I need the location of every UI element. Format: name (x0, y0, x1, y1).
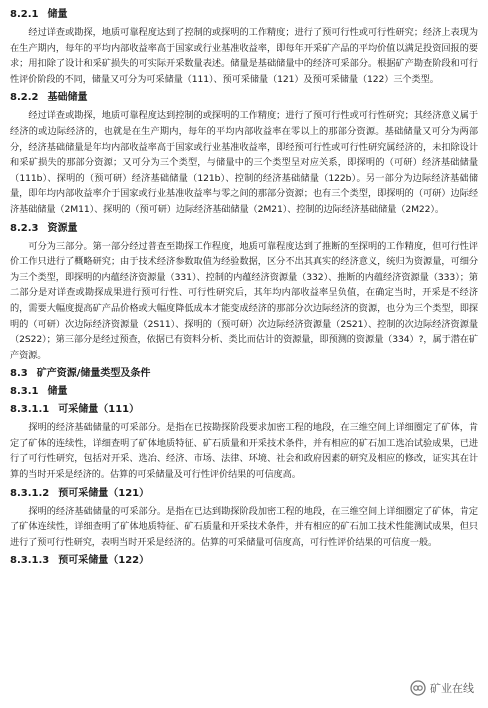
section-heading-8-3: 8.3 矿产资源/储量类型及条件 (10, 368, 151, 380)
paragraph-basic-reserves: 经过详查或勘探，地质可靠程度达到控制的或探明的工作精度；进行了预可行性或可行性研究；其经济意义属于经济的或边际经济的，也就是在生产期内，每年的平均内部收益率在零以上的那部分资源。基础储量又可分为两部分，经济基础储量是年均内部收益率高于国家或行业基准收益率，即经预可行性或可行性研究属经济的，未扣除设计和采矿损失的那部分资源；又可分为三个类型，与储量中的三个类型呈对应关系，即探明的（可研）经济基础储量（111b）、探明的（预可研）经济基础储量（121b）、控制的经济基础储量（122b）。另一部分为边际经济基础储量，即年均内部收益率介于国家或行业基准收益率与零之间的那部分资源；也有三个类型，即探明的（可研）边际经济基础储量（2M11）、探明的（预可研）边际经济基础储量（2M21）、控制的边际经济基础储量（2M22）。 (10, 110, 478, 215)
section-heading-8-2-2: 8.2.2 基础储量 (10, 92, 88, 104)
paragraph-resources: 可分为三部分。第一部分经过普查至勘探工作程度，地质可靠程度达到了推断的至探明的工作精度，但可行性评价工作只进行了概略研究；由于技术经济参数取值为经验数据，区分不出其真实的经济意义，统归为资源量，可细分为三个类型，即探明的内蕴经济资源量（331）、控制的内蕴经济资源量（332）、推断的内蕴经济资源量（333）；第二部分是对详查或勘探成果进行预可行性、可行性研究后，其年均内部收益率呈负值，在确定当时，开采是不经济的，需要大幅度提高矿产品价格或大幅度降低成本才能变成经济的那部分次边际经济的资源，也分为三个类型，即探明的（可研）次边际经济资源量（2S11）、探明的（预可研）次边际经济资源量（2S21）、控制的次边际经济资源量（2S22）；第三部分是经过预查，依据已有资料分析、类比而估计的资源量，即预测的资源量（334）?，属于潜在矿产资源。 (10, 240, 478, 361)
section-heading-8-3-1-1: 8.3.1.1 可采储量（111） (10, 404, 140, 416)
paragraph-recoverable-reserves-111: 探明的经济基础储量的可采部分。是指在已按勘探阶段要求加密工程的地段，在三维空间上详细圈定了矿体，肯定了矿体的连续性，详细查明了矿体地质特征、矿石质量和开采技术条件，并有相应的矿石加工选冶试验成果，已进行了可行性研究，包括对开采、选冶、经济、市场、法律、环境、社会和政府因素的研究及相应的修改，证实其在计算的当时开采是经济的。估算的可采储量及可行性评价结果的可信度高。 (10, 422, 478, 481)
watermark (410, 680, 474, 696)
section-heading-8-3-1-2: 8.3.1.2 预可采储量（121） (10, 487, 150, 499)
section-heading-8-2-1: 8.2.1 储量 (10, 9, 68, 20)
section-heading-8-3-1: 8.3.1 储量 (10, 386, 68, 398)
wechat-official-account-icon (410, 680, 426, 696)
section-heading-8-3-1-3: 8.3.1.3 预可采储量（122） (10, 555, 150, 567)
paragraph-prefeasibility-reserves-121: 探明的经济基础储量的可采部分。是指在已达到勘探阶段加密工程的地段，在三维空间上详细圈定了矿体，肯定了矿体连续性，详细查明了矿体地质特征、矿石质量和开采技术条件，并有相应的矿石加工技术性能测试成果，但只进行了预可行性研究，表明当时开采是经济的。估算的可采储量可信度高，可行性评价结果的可信度一般。 (10, 505, 478, 548)
paragraph-reserves: 经过详查或勘探，地质可靠程度达到了控制的或探明的工作精度；进行了预可行性或可行性研究；经济上表现为在生产期内，每年的平均内部收益率高于国家或行业基准收益率，即每年开采矿产品的平均价值以满足投资回报的要求；用扣除了设计和采矿损失的可实际开采数量表述。储量是基础储量中的经济可采部分。根据矿产勘查阶段和可行性评价阶段的不同，储量又可分为可采储量（111）、预可采储量（121）及预可采储量（122）三个类型。 (10, 27, 478, 85)
section-heading-8-2-3: 8.2.3 资源量 (10, 222, 78, 234)
watermark-text: 矿业在线 (430, 682, 474, 695)
